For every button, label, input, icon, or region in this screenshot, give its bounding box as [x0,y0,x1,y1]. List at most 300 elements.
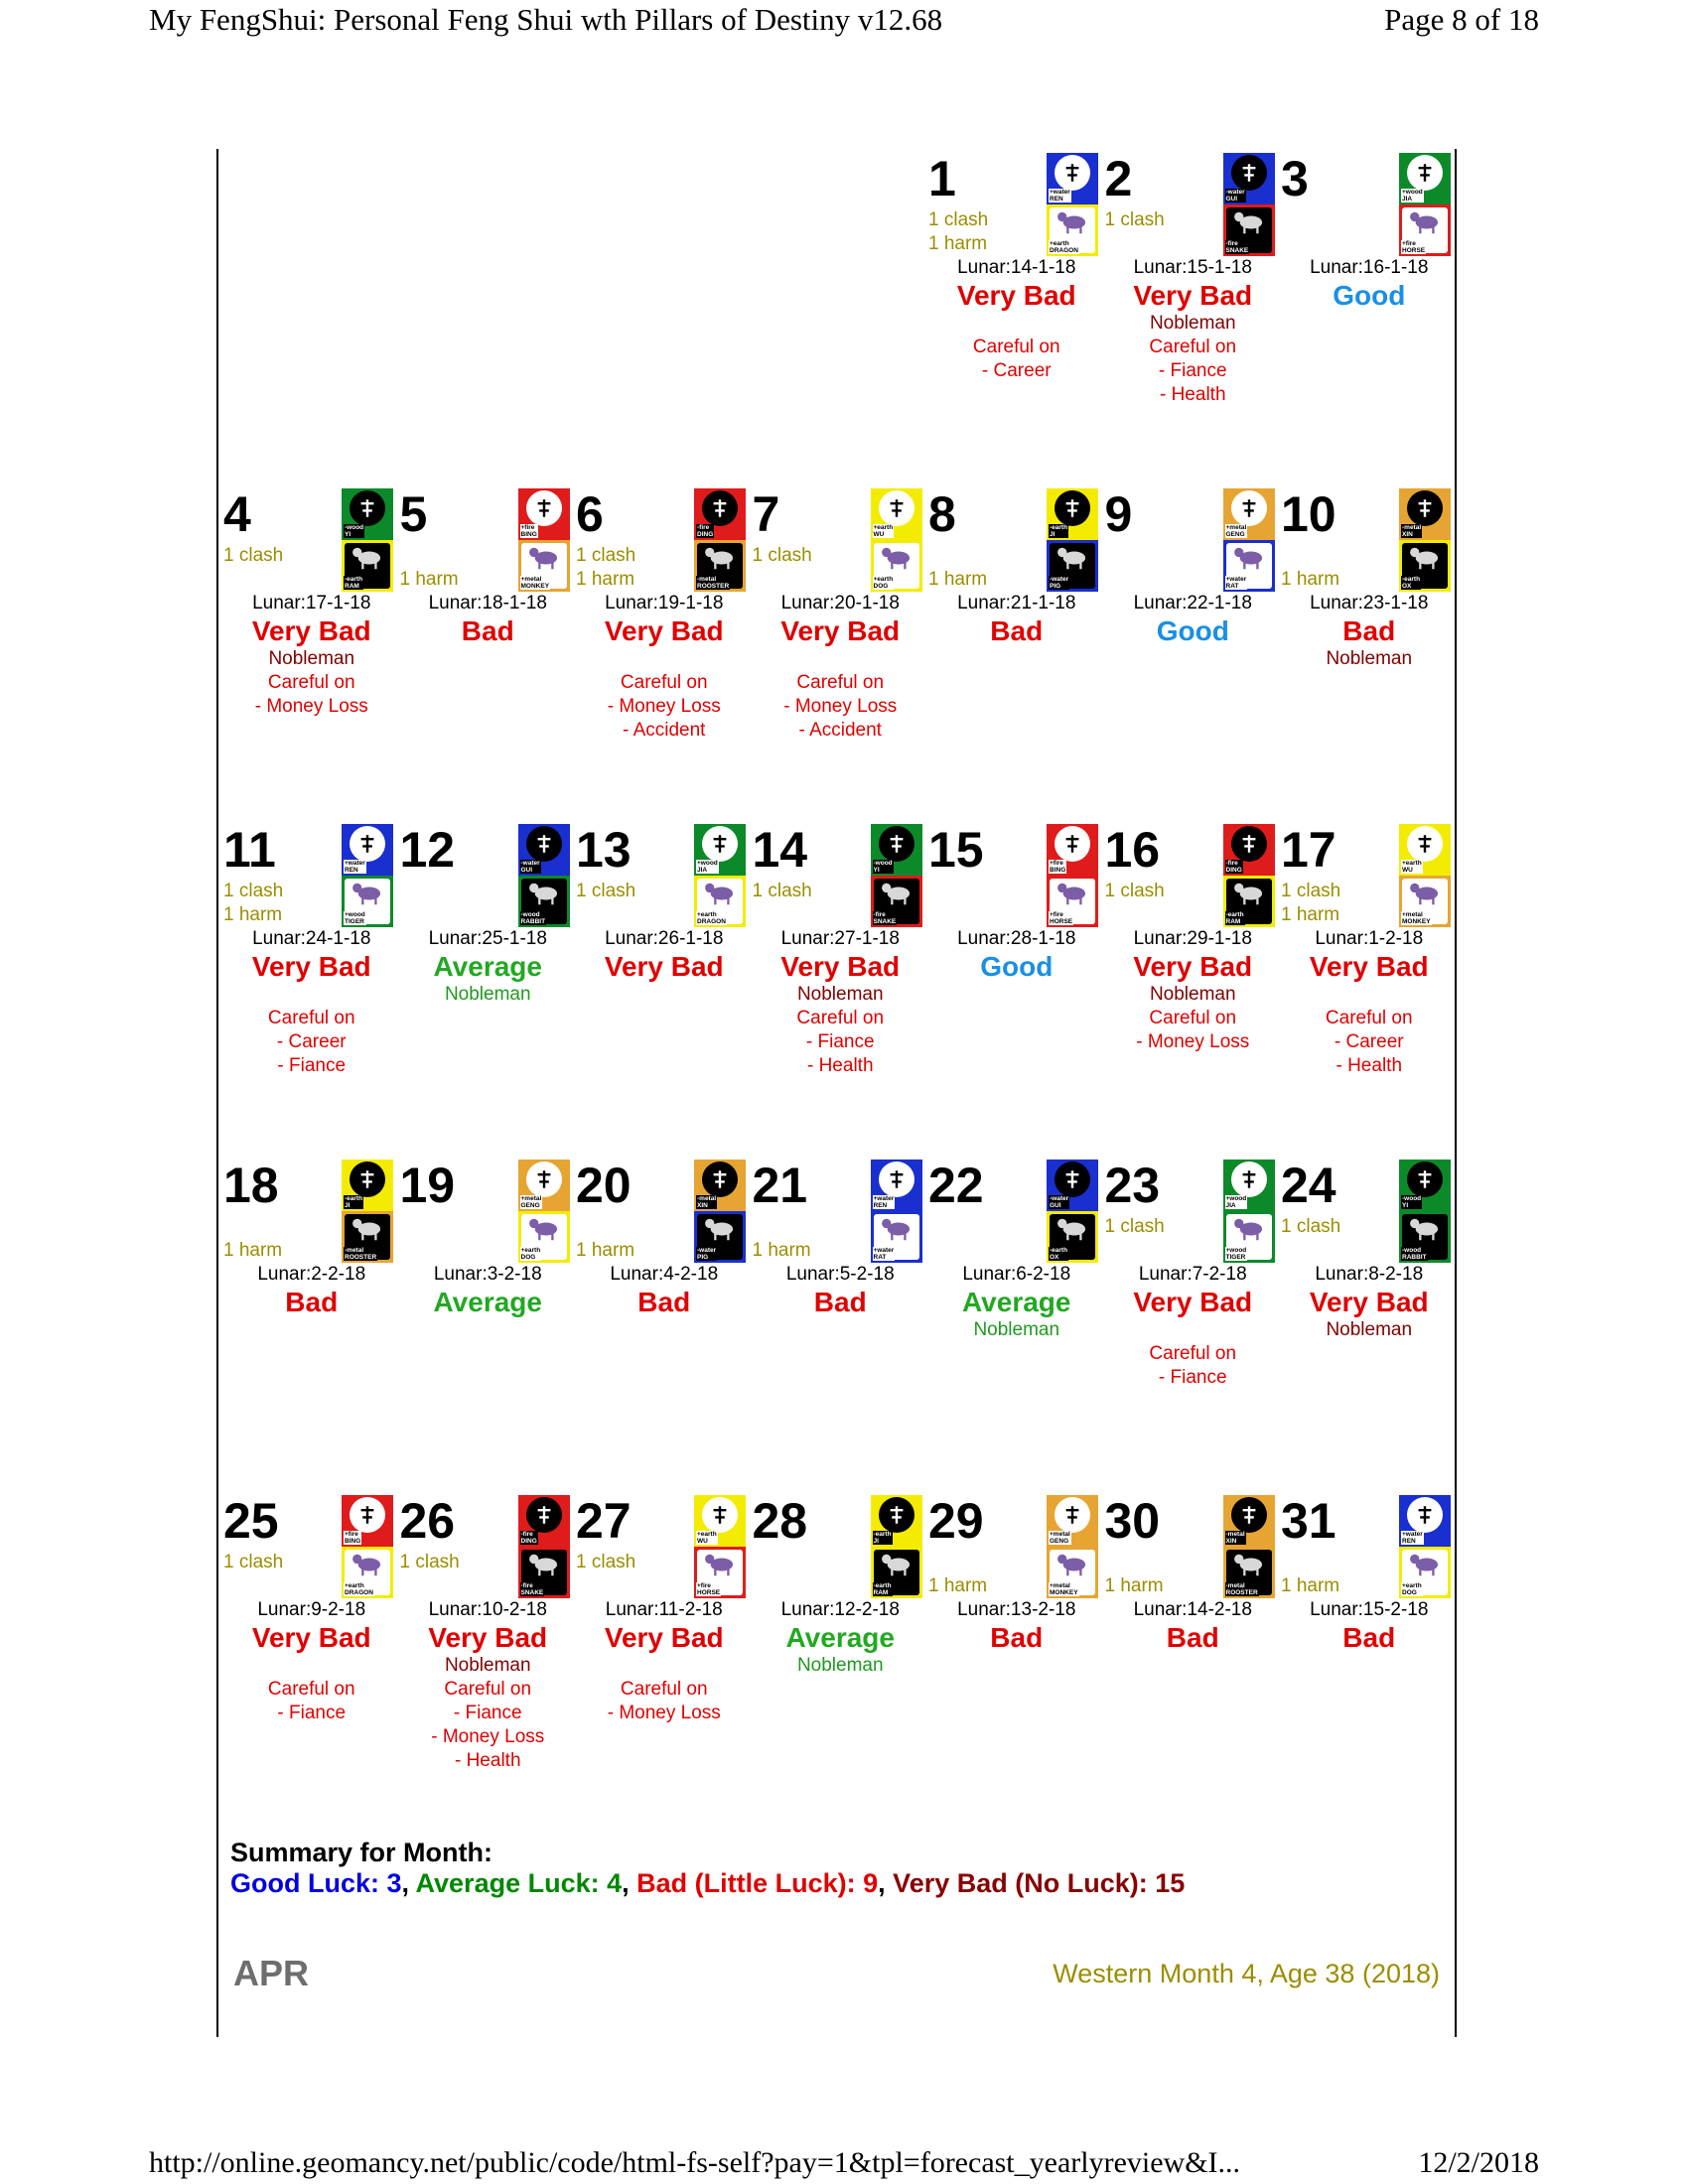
clash-count: 1 clash [1281,881,1341,901]
branch-icon [871,1547,922,1598]
luck-rating: Bad [990,1622,1044,1653]
summary-bad-luck: Bad (Little Luck): 9 [636,1868,879,1898]
day-cell [753,488,929,824]
branch-name-label: ROOSTER [345,1254,377,1261]
day-pillar-icon [518,1160,570,1263]
stem-name-label: XIN [697,1202,708,1209]
branch-icon [1047,540,1098,592]
branch-icon [871,1211,922,1263]
stem-character-icon [708,1167,732,1191]
branch-name-label: RAT [873,1254,887,1261]
branch-icon [1047,876,1098,927]
luck-rating: Average [785,1622,895,1653]
branch-name-label: OX [1050,1254,1059,1261]
lunar-date: Lunar:1-2-18 [1315,928,1424,949]
stem-name-label: JIA [697,867,708,874]
stem-icon [1399,153,1451,205]
branch-name-label: OX [1402,583,1412,590]
stem-element-label: +wood [697,860,718,867]
day-number: 27 [576,1493,632,1549]
day-number: 22 [928,1158,984,1213]
careful-item: - Money Loss [783,696,898,717]
stem-character-icon [532,1503,556,1527]
day-pillar-icon [1223,824,1275,927]
careful-item: - Career [1334,1031,1404,1052]
branch-element-label: -wood [1402,1247,1422,1254]
branch-icon [1399,876,1451,927]
zodiac-animal-icon [1054,880,1091,907]
luck-rating: Very Bad [604,951,724,982]
careful-item: - Money Loss [1136,1031,1250,1052]
lunar-date: Lunar:14-2-18 [1133,1599,1252,1620]
careful-on-label: Careful on [796,672,885,693]
zodiac-animal-icon [525,880,563,907]
zodiac-animal-icon [878,1551,915,1578]
branch-element-label: -metal [1225,1582,1245,1589]
branch-name-label: DRAGON [345,1589,373,1596]
branch-element-label: -fire [873,911,886,918]
lunar-date: Lunar:3-2-18 [433,1264,542,1285]
branch-name-label: HORSE [697,1589,721,1596]
branch-name-label: DOG [1402,1589,1417,1596]
day-cell [576,488,753,824]
branch-element-label: -earth [1050,1247,1068,1254]
branch-element-label: +earth [1402,1582,1422,1589]
stem-character-icon [355,1503,379,1527]
stem-element-label: +earth [873,524,894,531]
clash-count: 1 clash [1104,881,1165,901]
day-cell [928,488,1105,824]
stem-name-label: DING [697,531,714,538]
lunar-date: Lunar:14-1-18 [957,257,1076,278]
stem-element-label: -earth [873,1531,892,1538]
lunar-date: Lunar:4-2-18 [610,1264,719,1285]
luck-rating: Very Bad [251,615,371,646]
careful-on-label: Careful on [1149,337,1237,357]
stem-name-label: GUI [1225,196,1238,203]
branch-element-label: -fire [1225,240,1238,247]
stem-icon [342,1160,393,1211]
branch-icon [342,1547,393,1598]
summary-average-luck: Average Luck: 4 [415,1868,623,1898]
day-number: 14 [752,822,808,878]
harm-count: 1 harm [928,569,988,590]
stem-name-label: XIN [1402,531,1413,538]
stem-character-icon [1413,832,1437,856]
stem-name-label: JI [345,1202,351,1209]
careful-on-label: Careful on [620,1679,708,1700]
stem-icon [871,1495,922,1547]
branch-name-label: ROOSTER [697,583,730,590]
day-cell [400,1495,577,1831]
nobleman-note: Nobleman [444,984,531,1005]
harm-count: 1 harm [752,1240,811,1261]
stem-icon [518,1160,570,1211]
day-cell [223,1495,400,1831]
day-pillar-icon [1047,1495,1098,1598]
stem-character-icon [708,496,732,520]
day-pillar-icon [871,1160,922,1263]
careful-item: - Money Loss [254,696,368,717]
branch-name-label: DRAGON [1050,247,1078,254]
branch-name-label: HORSE [1402,247,1426,254]
branch-element-label: -metal [345,1247,364,1254]
day-number: 18 [223,1158,279,1213]
left-border-line [216,149,218,2037]
harm-count: 1 harm [223,1240,283,1261]
branch-name-label: PIG [1050,583,1061,590]
day-number: 5 [399,486,428,542]
stem-name-label: GENG [520,1202,540,1209]
summary-separator: , [878,1868,894,1898]
lunar-date: Lunar:8-2-18 [1315,1264,1424,1285]
stem-name-label: JI [873,1538,879,1545]
branch-element-label: +water [873,1247,895,1254]
branch-icon [518,876,570,927]
branch-name-label: SNAKE [1225,247,1249,254]
clash-count: 1 clash [1104,1216,1165,1237]
stem-name-label: WU [1402,867,1413,874]
stem-element-label: -wood [873,860,893,867]
branch-element-label: +fire [1050,911,1063,918]
stem-icon [518,488,570,540]
day-number: 19 [399,1158,456,1213]
day-number: 12 [399,822,456,878]
lunar-date: Lunar:25-1-18 [428,928,547,949]
zodiac-animal-icon [701,1215,739,1243]
lunar-date: Lunar:18-1-18 [428,593,547,614]
branch-name-label: RAT [1225,583,1239,590]
zodiac-animal-icon [525,1551,563,1578]
branch-element-label: +metal [1402,911,1423,918]
stem-icon [1047,1495,1098,1547]
stem-icon [694,1495,746,1547]
day-pillar-icon [1399,1160,1451,1263]
stem-character-icon [1237,161,1261,185]
stem-character-icon [355,1167,379,1191]
stem-element-label: +fire [1050,860,1063,867]
clash-count: 1 clash [223,545,284,566]
branch-element-label: +earth [345,1582,364,1589]
lunar-date: Lunar:21-1-18 [957,593,1076,614]
branch-element-label: -water [697,1247,717,1254]
zodiac-animal-icon [1406,208,1444,236]
stem-icon [1399,824,1451,876]
stem-name-label: REN [1402,1538,1416,1545]
clash-count: 1 clash [576,1552,636,1572]
lunar-date: Lunar:9-2-18 [257,1599,366,1620]
branch-icon [694,1211,746,1263]
harm-count: 1 harm [928,233,988,254]
stem-element-label: +water [1050,189,1070,196]
day-number: 30 [1104,1493,1161,1549]
branch-icon [694,876,746,927]
nobleman-note: Nobleman [1326,1319,1413,1340]
day-cell [400,1160,577,1495]
stem-icon [1223,488,1275,540]
careful-item: - Accident [798,720,882,741]
luck-rating: Bad [461,615,514,646]
day-number: 9 [1104,486,1133,542]
luck-rating: Bad [285,1287,339,1317]
stem-name-label: JI [1050,531,1055,538]
summary-line [230,1868,1185,1899]
stem-character-icon [1237,496,1261,520]
day-cell [400,824,577,1160]
day-pillar-icon [1399,153,1451,256]
day-pillar-icon [342,1495,393,1598]
branch-icon [1223,876,1275,927]
day-cell [1281,153,1458,488]
lunar-date: Lunar:29-1-18 [1133,928,1252,949]
stem-element-label: +fire [520,524,535,531]
branch-element-label: +wood [345,911,365,918]
day-pillar-icon [694,488,746,592]
stem-character-icon [1413,161,1437,185]
careful-item: - Fiance [453,1703,522,1723]
stem-character-icon [355,496,379,520]
luck-rating: Bad [1342,615,1396,646]
day-cell [1105,1495,1282,1831]
luck-rating: Good [1156,615,1229,646]
stem-character-icon [708,1503,732,1527]
branch-element-label: +fire [1402,240,1416,247]
stem-icon [1223,824,1275,876]
branch-element-label: +earth [697,911,717,918]
summary-separator: , [622,1868,637,1898]
stem-character-icon [1060,496,1084,520]
branch-name-label: SNAKE [873,918,897,925]
stem-element-label: +water [873,1195,895,1202]
careful-item: - Fiance [1158,1367,1227,1388]
harm-count: 1 harm [1104,1575,1164,1596]
branch-name-label: PIG [697,1254,709,1261]
branch-name-label: MONKEY [1402,918,1431,925]
day-number: 15 [928,822,984,878]
lunar-date: Lunar:27-1-18 [780,928,900,949]
lunar-date: Lunar:15-2-18 [1310,1599,1429,1620]
branch-element-label: -earth [345,576,363,583]
harm-count: 1 harm [1281,569,1340,590]
clash-count: 1 clash [928,209,989,230]
lunar-date: Lunar:7-2-18 [1138,1264,1247,1285]
branch-name-label: RAM [345,583,359,590]
stem-element-label: +earth [697,1531,717,1538]
careful-item: - Money Loss [607,696,721,717]
day-number: 6 [576,486,604,542]
luck-rating: Bad [1166,1622,1219,1653]
day-cell [1281,1495,1458,1831]
careful-item: - Health [1336,1055,1403,1076]
stem-icon [1399,488,1451,540]
branch-icon [871,540,922,592]
branch-element-label: +water [1225,576,1247,583]
stem-name-label: DING [520,1538,537,1545]
stem-icon [1047,1160,1098,1211]
luck-rating: Very Bad [780,615,901,646]
stem-element-label: +metal [1050,1531,1070,1538]
stem-name-label: YI [1402,1202,1409,1209]
day-cell [753,1160,929,1495]
day-pillar-icon [1047,153,1098,256]
stem-icon [1399,1495,1451,1547]
branch-icon [1399,1211,1451,1263]
careful-on-label: Careful on [1149,1008,1237,1028]
lunar-date: Lunar:28-1-18 [957,928,1076,949]
day-cell [928,1495,1105,1831]
nobleman-note: Nobleman [268,648,355,669]
stem-element-label: +wood [1402,189,1423,196]
day-pillar-icon [871,488,922,592]
careful-on-label: Careful on [267,1679,355,1700]
stem-name-label: YI [345,531,352,538]
stem-element-label: +water [345,860,365,867]
stem-character-icon [1413,496,1437,520]
stem-character-icon [532,1167,556,1191]
luck-rating: Good [1333,280,1406,311]
luck-rating: Very Bad [1133,280,1253,311]
day-number: 20 [576,1158,632,1213]
branch-icon [1399,1547,1451,1598]
day-pillar-icon [1223,488,1275,592]
stem-character-icon [1413,1503,1437,1527]
day-pillar-icon [342,1160,393,1263]
stem-icon [1047,153,1098,205]
branch-element-label: +metal [520,576,542,583]
luck-rating: Good [980,951,1054,982]
stem-name-label: JIA [1402,196,1413,203]
stem-element-label: -fire [697,524,710,531]
stem-element-label: +fire [345,1531,358,1538]
nobleman-note: Nobleman [796,1655,884,1676]
day-cell [1281,824,1458,1160]
day-number: 16 [1104,822,1161,878]
luck-rating: Very Bad [1309,951,1429,982]
careful-on-label: Careful on [1149,1343,1237,1364]
day-cell [753,824,929,1160]
stem-element-label: +wood [1225,1195,1247,1202]
day-cell [928,153,1105,488]
lunar-date: Lunar:26-1-18 [605,928,724,949]
day-cell [223,488,400,824]
zodiac-animal-icon [1054,544,1091,572]
day-number: 10 [1281,486,1336,542]
day-cell [576,1495,753,1831]
nobleman-note: Nobleman [973,1319,1060,1340]
zodiac-animal-icon [1230,544,1268,572]
stem-icon [1047,488,1098,540]
stem-icon [694,488,746,540]
branch-name-label: DOG [520,1254,536,1261]
zodiac-animal-icon [1406,1215,1444,1243]
day-number: 1 [928,151,956,206]
zodiac-animal-icon [1230,880,1268,907]
stem-element-label: +earth [1402,860,1422,867]
day-number: 3 [1281,151,1309,206]
careful-item: - Career [276,1031,347,1052]
zodiac-animal-icon [525,544,563,572]
stem-icon [518,824,570,876]
footer-url: http://online.geomancy.net/public/code/html-fs-self?pay=1&tpl=forecast_yearlyreview&I... [149,2146,1241,2179]
stem-icon [694,1160,746,1211]
day-cell [928,824,1105,1160]
stem-icon [871,488,922,540]
harm-count: 1 harm [1281,904,1340,925]
stem-icon [342,824,393,876]
stem-character-icon [355,832,379,856]
branch-element-label: +earth [520,1247,541,1254]
stem-name-label: REN [873,1202,888,1209]
luck-rating: Very Bad [251,1622,371,1653]
careful-on-label: Careful on [620,672,708,693]
day-number: 29 [928,1493,984,1549]
stem-character-icon [532,832,556,856]
summary-separator: , [401,1868,416,1898]
careful-item: - Fiance [805,1031,875,1052]
day-number: 26 [399,1493,456,1549]
zodiac-animal-icon [701,544,739,572]
western-month-age: Western Month 4, Age 38 (2018) [1053,1959,1440,1988]
zodiac-animal-icon [1230,1551,1268,1578]
lunar-date: Lunar:12-2-18 [780,1599,900,1620]
day-cell [223,824,400,1160]
branch-icon [1399,540,1451,592]
stem-name-label: BING [1050,867,1066,874]
footer-date: 12/2/2018 [1418,2146,1539,2179]
branch-icon [1047,205,1098,256]
zodiac-animal-icon [349,544,386,572]
careful-item: - Career [981,360,1052,381]
branch-element-label: -earth [873,1582,892,1589]
careful-on-label: Careful on [796,1008,885,1028]
clash-count: 1 clash [223,881,284,901]
stem-element-label: +metal [520,1195,542,1202]
clash-count: 1 clash [576,881,636,901]
day-pillar-icon [518,488,570,592]
stem-name-label: DING [1225,867,1242,874]
branch-name-label: RABBIT [1402,1254,1427,1261]
branch-name-label: HORSE [1050,918,1073,925]
day-number: 31 [1281,1493,1336,1549]
nobleman-note: Nobleman [1149,984,1236,1005]
month-abbreviation: APR [233,1953,310,1993]
day-number: 25 [223,1493,279,1549]
day-number: 7 [752,486,780,542]
day-cell [223,1160,400,1495]
day-pillar-icon [694,824,746,927]
careful-item: - Fiance [277,1703,347,1723]
harm-count: 1 harm [1281,1575,1340,1596]
stem-character-icon [532,496,556,520]
branch-element-label: -fire [520,1582,533,1589]
summary-title: Summary for Month: [230,1838,493,1867]
luck-rating: Very Bad [956,280,1076,311]
zodiac-animal-icon [1230,208,1268,236]
day-pillar-icon [342,488,393,592]
careful-item: - Health [454,1750,521,1771]
day-cell [400,488,577,824]
branch-element-label: -wood [520,911,540,918]
branch-name-label: MONKEY [1050,1589,1078,1596]
stem-name-label: JIA [1225,1202,1236,1209]
day-number: 21 [752,1158,808,1213]
stem-character-icon [885,496,909,520]
luck-rating: Very Bad [780,951,901,982]
day-number: 17 [1281,822,1336,878]
zodiac-animal-icon [878,544,915,572]
branch-name-label: MONKEY [520,583,550,590]
nobleman-note: Nobleman [1326,648,1413,669]
